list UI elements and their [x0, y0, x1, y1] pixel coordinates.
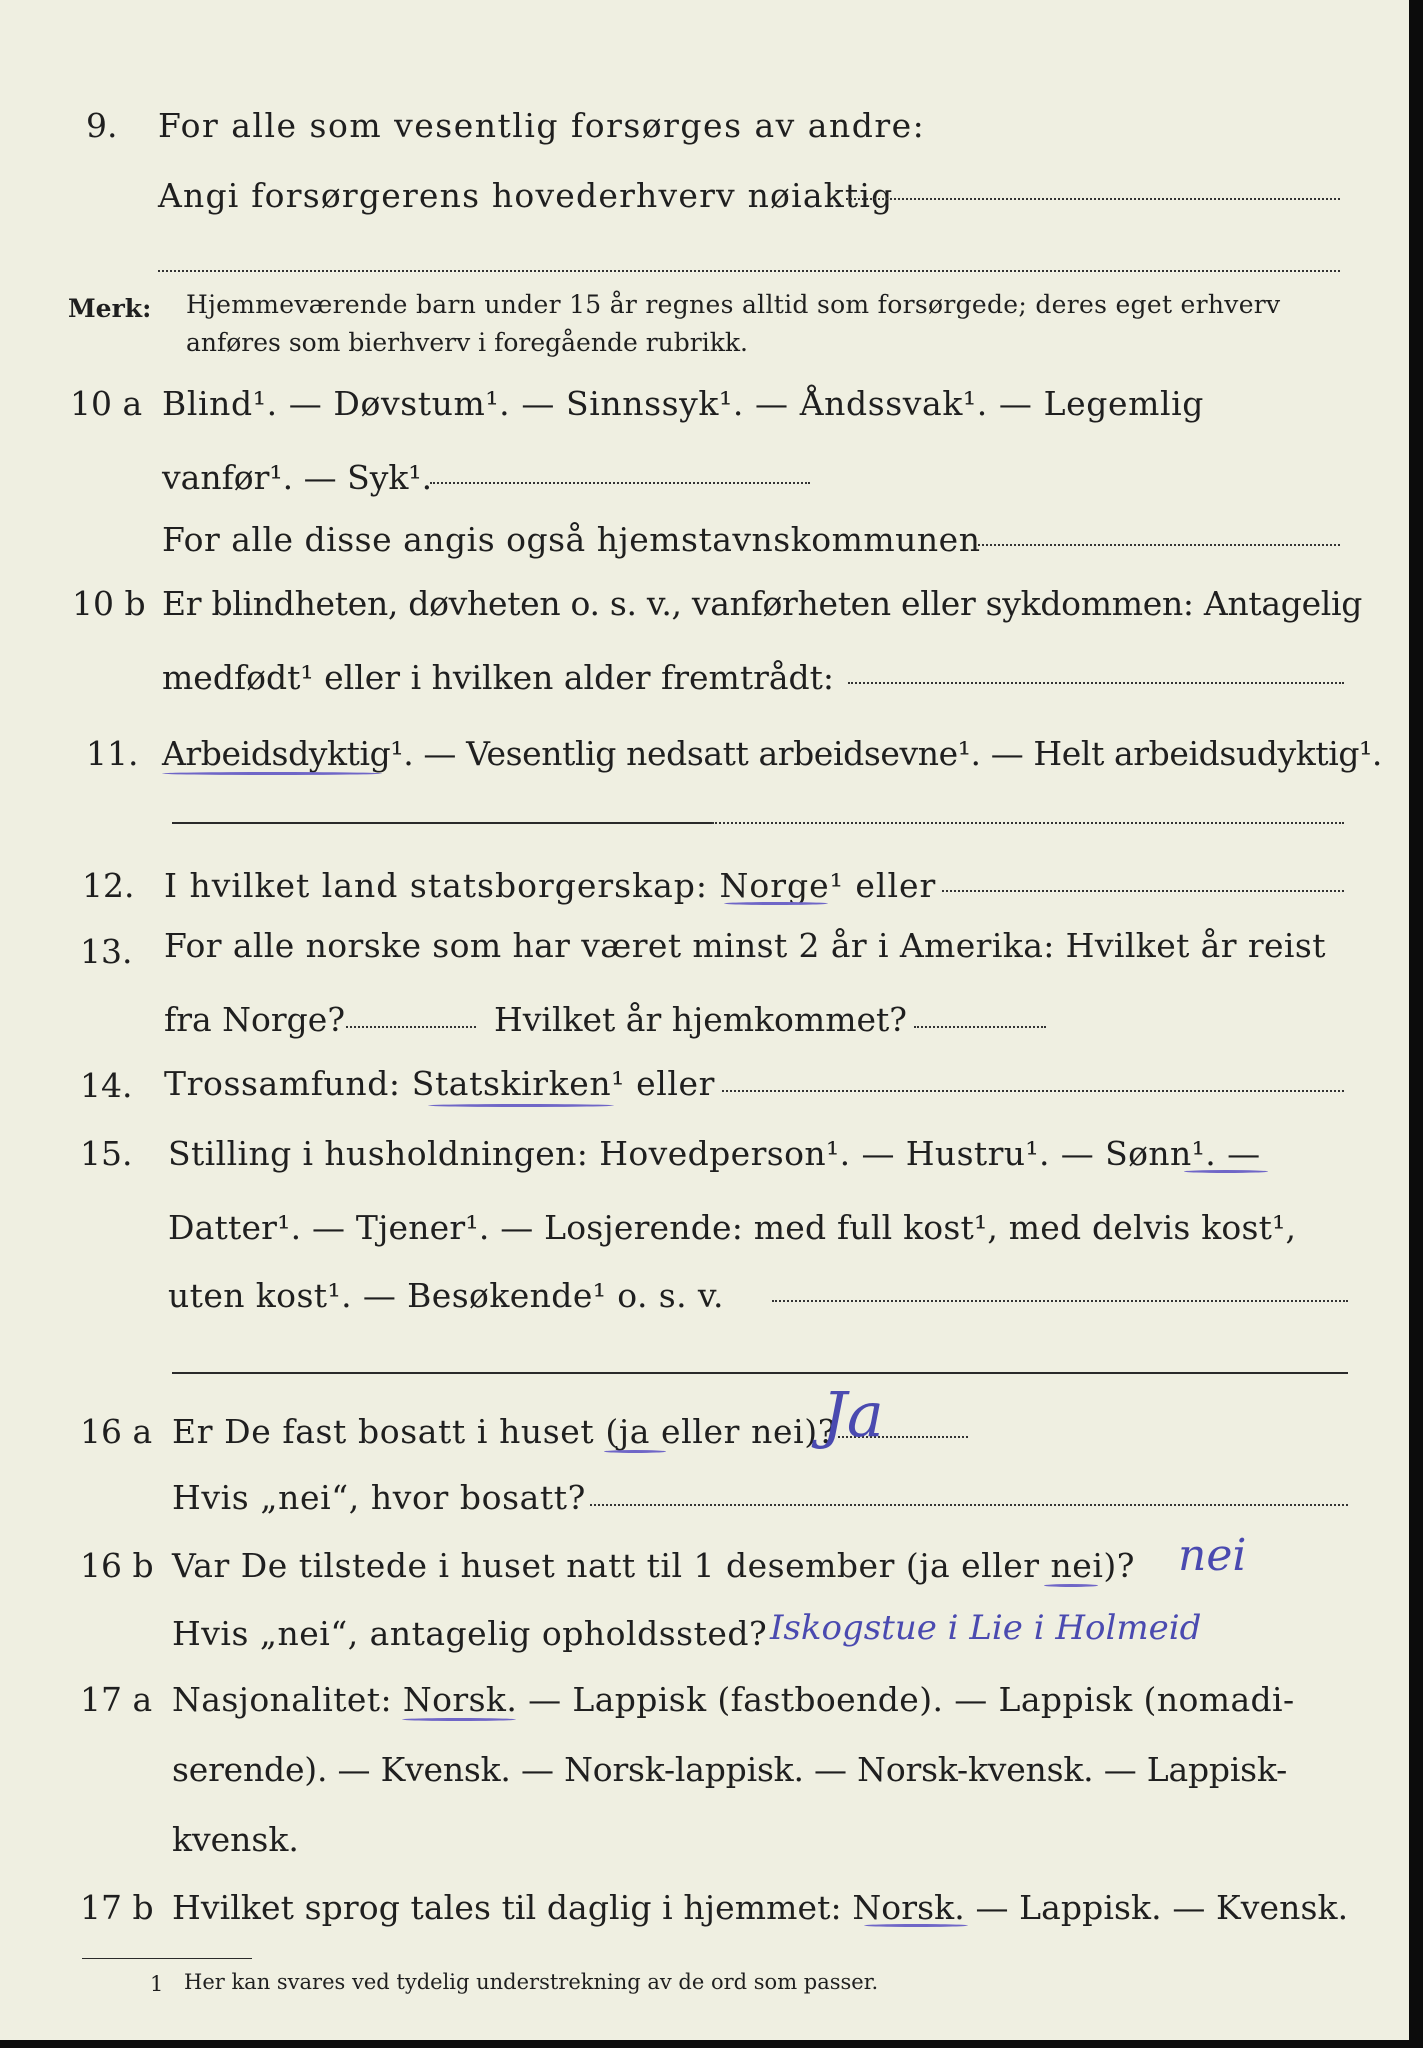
q9-line2: Angi forsørgerens hovederhverv nøiaktig — [158, 176, 894, 215]
q16b-number: 16 b — [80, 1546, 154, 1585]
q17b-number: 17 b — [80, 1888, 154, 1927]
footnote-divider — [82, 1958, 252, 1959]
q16a-residence-line[interactable] — [590, 1504, 1348, 1506]
q15-underline-mark — [1184, 1170, 1268, 1173]
q10a-line2: vanfør¹. — Syk¹. — [162, 458, 433, 497]
q9-answer-line[interactable] — [846, 198, 1340, 200]
q15-line1: Stilling i husholdningen: Hovedperson¹. — Hustru¹. — Sønn¹. — — [168, 1134, 1261, 1173]
q12-number: 12. — [82, 866, 135, 905]
q12-line1: I hvilket land statsborgerskap: Norge¹ eller — [164, 866, 937, 905]
q14-answer-line[interactable] — [722, 1090, 1344, 1092]
q16b-line2: Hvis „nei“, antagelig opholdssted? — [172, 1614, 768, 1653]
q14-number: 14. — [80, 1066, 133, 1105]
q16b-line1: Var De tilstede i huset natt til 1 desember (ja eller nei)? — [172, 1546, 1135, 1585]
footnote-marker: 1 — [150, 1972, 164, 1996]
q14-line1: Trossamfund: Statskirken¹ eller — [164, 1064, 716, 1103]
q17b-underline-mark — [864, 1924, 968, 1927]
q17b-line1: Hvilket sprog tales til daglig i hjemmet: Norsk. — Lappisk. — Kvensk. — [172, 1888, 1349, 1927]
q10a-sick-answer-line[interactable] — [430, 482, 810, 484]
q16b-underline-mark — [1044, 1584, 1098, 1587]
q17a-line1: Nasjonalitet: Norsk. — Lappisk (fastboende). — Lappisk (nomadi- — [172, 1680, 1295, 1719]
q11-line1: Arbeidsdyktig¹. — Vesentlig nedsatt arbeidsevne¹. — Helt arbeidsudyktig¹. — [162, 734, 1383, 773]
q12-underline-mark — [724, 902, 828, 905]
q17a-number: 17 a — [80, 1680, 153, 1719]
q10b-answer-line[interactable] — [848, 682, 1344, 684]
q15-line3: uten kost¹. — Besøkende¹ o. s. v. — [168, 1276, 724, 1315]
q10b-number: 10 b — [72, 584, 146, 623]
q16a-number: 16 a — [80, 1412, 153, 1451]
q13-return-year-line[interactable] — [914, 1026, 1046, 1028]
q13-line2a: fra Norge? — [164, 1000, 346, 1039]
q9-number: 9. — [86, 106, 118, 145]
q12-answer-line[interactable] — [942, 890, 1344, 892]
q16a-line1: Er De fast bosatt i huset (ja eller nei)? — [172, 1412, 836, 1451]
q15-line2: Datter¹. — Tjener¹. — Losjerende: med full kost¹, med delvis kost¹, — [168, 1208, 1297, 1247]
q11-underline-mark — [162, 772, 382, 775]
q13-line1: For alle norske som har været minst 2 år i Amerika: Hvilket år reist — [164, 926, 1326, 965]
q16b-handwritten-answer: nei — [1178, 1530, 1247, 1581]
merk-line2: anføres som bierhverv i foregående rubrikk. — [186, 328, 748, 357]
footnote-text: Her kan svares ved tydelig understrekning av de ord som passer. — [184, 1970, 879, 1994]
q13-departure-year-line[interactable] — [346, 1026, 476, 1028]
merk-line1: Hjemmeværende barn under 15 år regnes alltid som forsørgede; deres eget erhverv — [186, 290, 1281, 319]
q10b-line1: Er blindheten, døvheten o. s. v., vanførheten eller sykdommen: Antagelig — [162, 584, 1363, 623]
q17a-line3: kvensk. — [172, 1820, 299, 1859]
q16b-handwritten-location: Iskogstue i Lie i Holmeid — [770, 1608, 1202, 1648]
q9-line1: For alle som vesentlig forsørges av andre: — [158, 106, 926, 145]
q15-number: 15. — [80, 1134, 133, 1173]
q17a-line2: serende). — Kvensk. — Norsk-lappisk. — Norsk-kvensk. — Lappisk- — [172, 1750, 1288, 1789]
q11-number: 11. — [86, 734, 139, 773]
q11-answer-line[interactable] — [172, 822, 712, 824]
q16a-line2: Hvis „nei“, hvor bosatt? — [172, 1478, 586, 1517]
q15-answer-line-2[interactable] — [172, 1372, 1348, 1374]
q14-underline-mark — [428, 1104, 614, 1107]
q11-answer-line-2[interactable] — [712, 822, 1344, 824]
q10a-number: 10 a — [70, 384, 143, 423]
q9-answer-line-2[interactable] — [158, 270, 1340, 272]
q15-answer-line[interactable] — [772, 1300, 1348, 1302]
q16a-handwritten-answer: Ja — [822, 1378, 884, 1451]
q10a-answer-line[interactable] — [978, 544, 1340, 546]
q13-number: 13. — [80, 932, 133, 971]
q10b-line2: medfødt¹ eller i hvilken alder fremtrådt: — [162, 658, 835, 697]
q10a-line3: For alle disse angis også hjemstavnskommunen — [162, 520, 981, 559]
q13-line2b: Hvilket år hjemkommet? — [494, 1000, 907, 1039]
q16a-underline-mark — [604, 1450, 666, 1453]
q17a-underline-mark — [402, 1718, 516, 1721]
merk-label: Merk: — [68, 294, 152, 323]
q10a-line1: Blind¹. — Døvstum¹. — Sinnssyk¹. — Åndssvak¹. — Legemlig — [162, 384, 1205, 423]
